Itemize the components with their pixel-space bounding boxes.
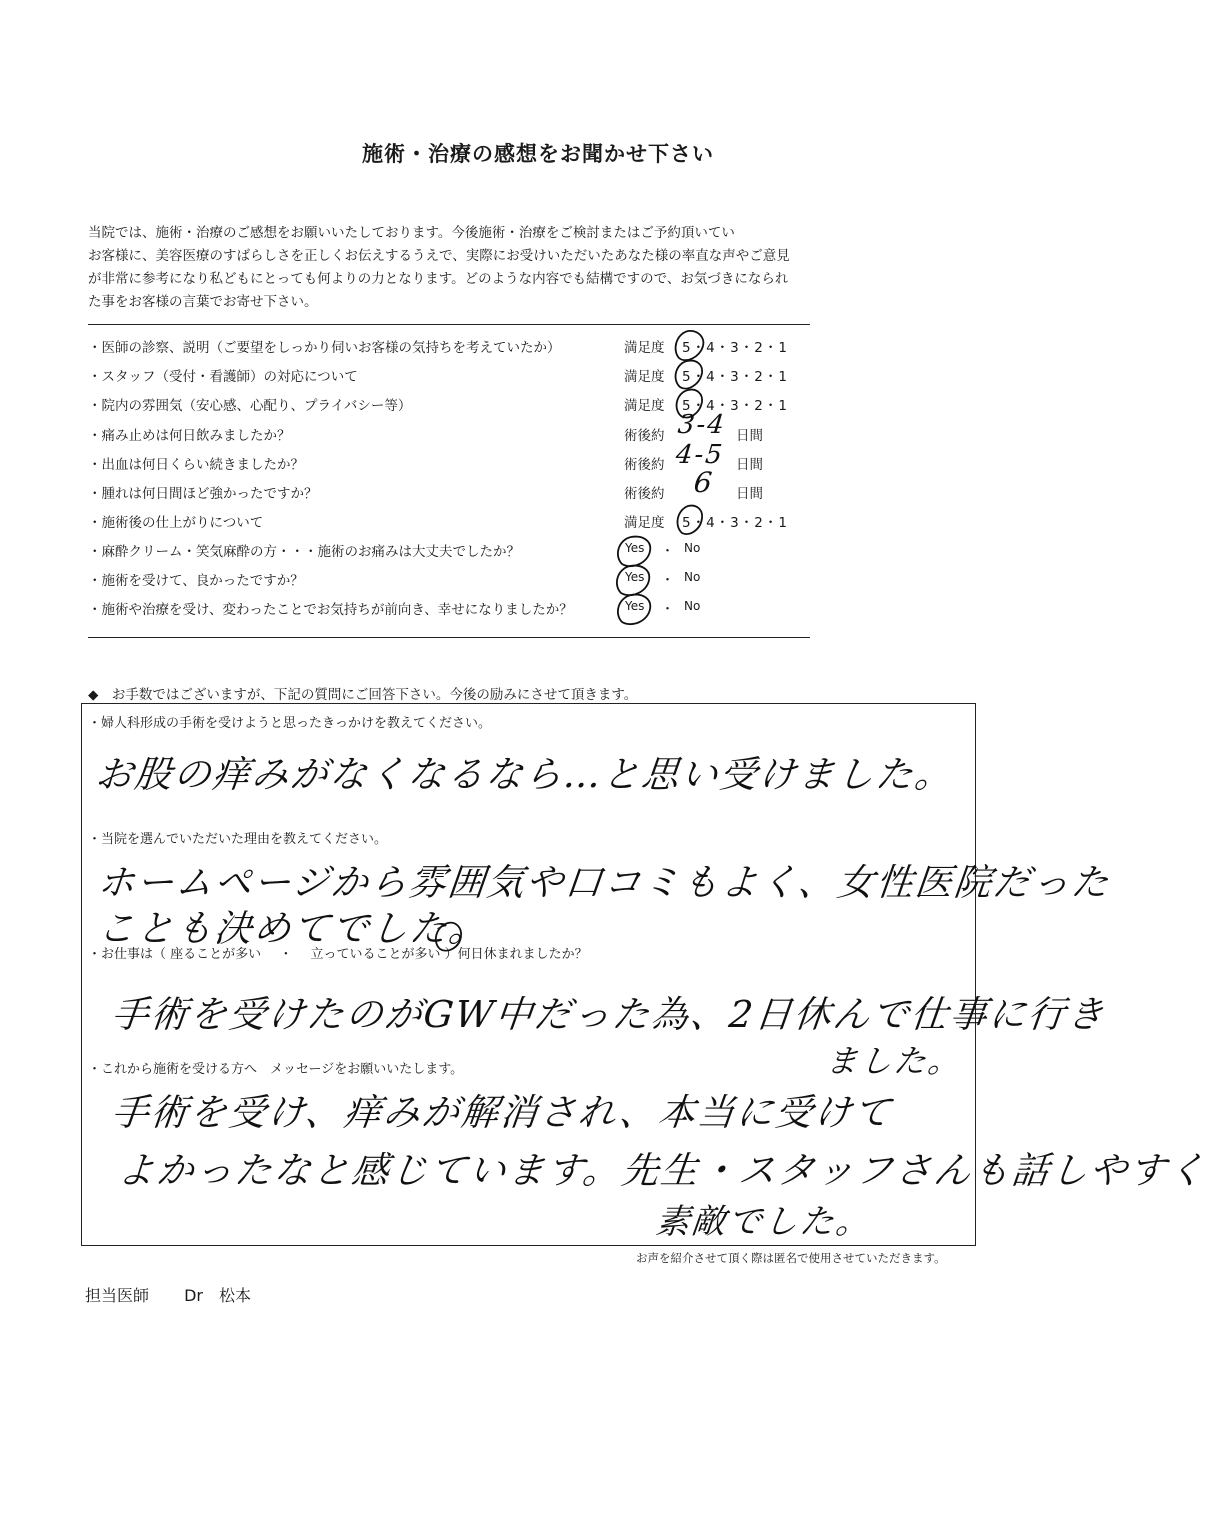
days-suffix: 日間	[736, 457, 763, 473]
question-positive-change: ・施術や治療を受け、変わったことでお気持ちが前向き、幸せになりましたか？	[88, 602, 573, 618]
question-anesthesia: ・麻酔クリーム・笑気麻酔の方・・・施術のお痛みは大丈夫でしたか？	[88, 544, 520, 560]
option-separator: ・	[661, 602, 675, 617]
option-separator: ・	[661, 573, 675, 588]
anonymity-disclaimer: お声を紹介させて頂く際は匿名で使用させていただきます。	[636, 1251, 946, 1265]
satisfaction-scale: 5・4・3・2・1	[682, 369, 788, 385]
days-suffix: 日間	[736, 486, 763, 502]
box-question-work	[88, 943, 588, 962]
handwritten-answer-work-line1: 手術を受けたのがGW中だった為、2日休んで仕事に行き	[109, 993, 1109, 1036]
doctor-line	[85, 1283, 251, 1306]
handwritten-answer-message-line1: 手術を受け、痒みが解消され、本当に受けて	[109, 1091, 895, 1134]
intro-line: が非常に参考になり私どもにとっても何よりの力となります。どのような内容でも結構ですので、お気づきになられ	[88, 271, 789, 287]
satisfaction-scale: 5・4・3・2・1	[682, 515, 788, 531]
yes-option: Yes	[625, 599, 645, 613]
handwritten-answer-message-line3: 素敵でした。	[653, 1202, 874, 1242]
question-doctor-explanation: ・医師の診察、説明（ご要望をしっかり伺いお客様の気持ちを考えていたか）	[88, 340, 561, 356]
box-question-message: ・これから施術を受ける方へ メッセージをお願いいたします。	[88, 1062, 464, 1077]
intro-line: 当院では、施術・治療のご感想をお願いいたしております。今後施術・治療をご検討またはご予約頂いてい	[88, 225, 735, 241]
handwritten-answer-message-line2: よかったなと感じています。先生・スタッフさんも話しやすく	[115, 1149, 1209, 1192]
handwritten-bleeding-days: 4-5	[674, 440, 726, 470]
intro-line: お客様に、美容医療のすばらしさを正しくお伝えするうえで、実際にお受けいただいたあなた様の率直な声やご意見	[88, 248, 790, 264]
instruction-note: ◆ お手数ではございますが、下記の質問にご回答下さい。今後の励みにさせて頂きます。	[88, 687, 638, 703]
handwritten-painkiller-days: 3-4	[676, 410, 728, 440]
satisfaction-label: 満足度	[624, 515, 665, 531]
question-swelling: ・腫れは何日間ほど強かったですか？	[88, 486, 318, 502]
question-painkillers: ・痛み止めは何日飲みましたか？	[88, 428, 291, 444]
survey-top-rule	[88, 324, 810, 325]
question-atmosphere: ・院内の雰囲気（安心感、心配り、プライバシー等）	[88, 398, 412, 414]
satisfaction-scale: 5・4・3・2・1	[682, 398, 788, 414]
days-prefix: 術後約	[624, 428, 665, 444]
handwritten-answer-reason-line2: ことも決めてでした。	[95, 907, 490, 950]
days-prefix: 術後約	[624, 457, 665, 473]
satisfaction-label: 満足度	[624, 369, 665, 385]
survey-bottom-rule	[88, 637, 810, 638]
days-suffix: 日間	[736, 428, 763, 444]
handwritten-answer-reason-line1: ホームページから雰囲気や口コミもよく、女性医院だった	[95, 861, 1113, 904]
satisfaction-scale: 5・4・3・2・1	[682, 340, 788, 356]
box-question-reason: ・当院を選んでいただいた理由を教えてください。	[88, 832, 388, 847]
no-option: No	[684, 541, 701, 555]
question-staff: ・スタッフ（受付・看護師）の対応について	[88, 369, 358, 385]
doctor-label: 担当医師	[85, 1286, 150, 1305]
work-option-separator: ・	[279, 947, 293, 962]
handwritten-answer-work-line2: ました。	[823, 1042, 964, 1080]
option-separator: ・	[661, 544, 675, 559]
intro-paragraph	[88, 222, 848, 314]
question-finish: ・施術後の仕上がりについて	[88, 515, 264, 531]
doctor-name: Dr 松本	[184, 1286, 252, 1305]
question-bleeding: ・出血は何日くらい続きましたか？	[88, 457, 304, 473]
handwritten-swelling-days: 6	[692, 466, 716, 499]
yes-option: Yes	[625, 541, 645, 555]
satisfaction-label: 満足度	[624, 398, 665, 414]
no-option: No	[684, 599, 701, 613]
box-question-motivation: ・婦人科形成の手術を受けようと思ったきっかけを教えてください。	[88, 716, 492, 731]
page-title: 施術・治療の感想をお聞かせ下さい	[362, 142, 714, 166]
question-good-result: ・施術を受けて、良かったですか？	[88, 573, 304, 589]
days-prefix: 術後約	[624, 486, 665, 502]
intro-line: た事をお客様の言葉でお寄せ下さい。	[88, 294, 318, 310]
work-question-suffix: ）何日休まれましたか？	[444, 947, 588, 962]
work-option-standing: 立っていることが多い	[310, 947, 441, 962]
satisfaction-label: 満足度	[624, 340, 665, 356]
work-question-prefix: ・お仕事は（	[88, 947, 167, 962]
work-option-sitting: 座ることが多い	[170, 947, 262, 962]
yes-option: Yes	[625, 570, 645, 584]
no-option: No	[684, 570, 701, 584]
handwritten-answer-motivation: お股の痒みがなくなるなら…と思い受けました。	[93, 753, 956, 796]
